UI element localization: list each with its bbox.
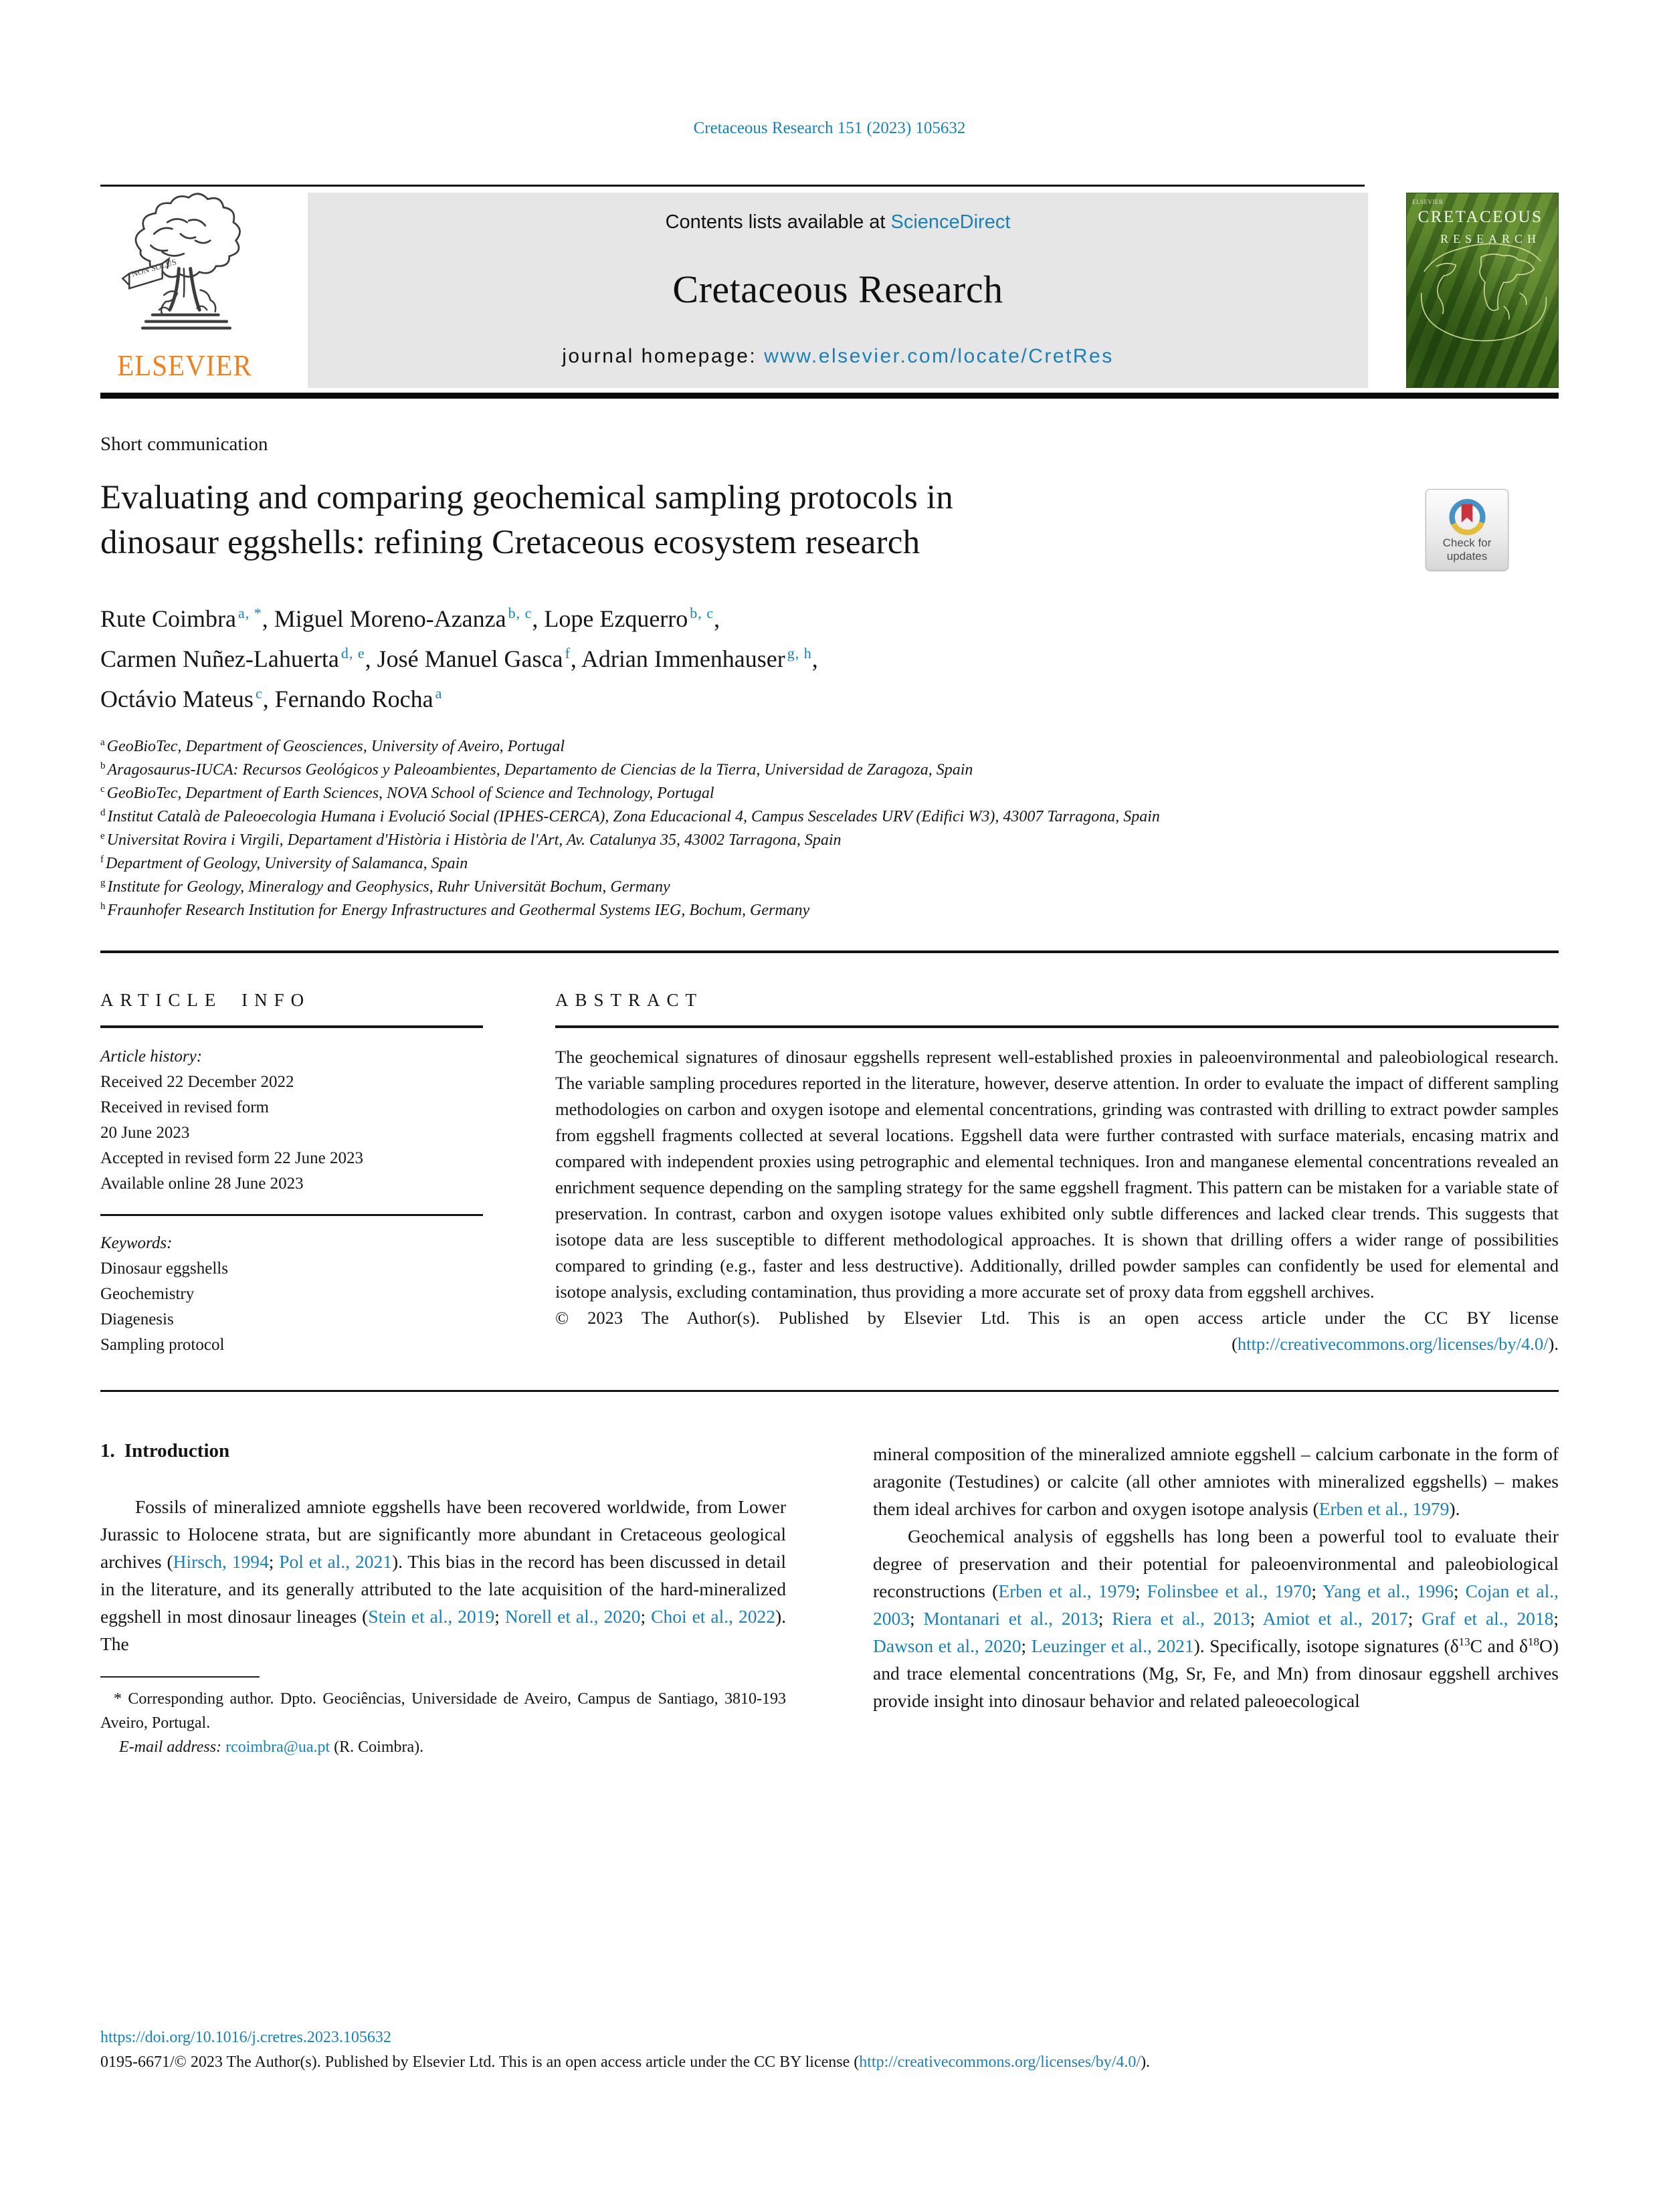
right-column xyxy=(873,1440,1559,1714)
article-info-column xyxy=(100,990,483,1358)
article-history-label: Article history: xyxy=(100,1047,203,1066)
article-type-label: Short communication xyxy=(100,433,268,455)
inline-link[interactable]: Folinsbee et al., 1970 xyxy=(1147,1581,1312,1601)
journal-citation-link[interactable]: Cretaceous Research 151 (2023) 105632 xyxy=(693,119,966,137)
affiliation-list xyxy=(100,735,1559,922)
author: Miguel Moreno-Azanza $^{b, c}$, xyxy=(274,605,545,632)
inline-link[interactable]: Hirsch, 1994 xyxy=(173,1551,269,1572)
journal-banner xyxy=(308,193,1368,388)
abstract-license-url-line: (http://creativecommons.org/licenses/by/4.0/). xyxy=(1232,1334,1559,1354)
author-affiliation-sup[interactable]: a, * xyxy=(237,605,262,621)
section-heading-introduction: 1. Introduction xyxy=(100,1440,230,1462)
abstract-text: The geochemical signatures of dinosaur eggshells represent well-established proxies in paleoenvironmental and paleobiological research. The variable sampling procedures reported in the literature, however, deserve attention. In order to evaluate the impact of different sampling methodologies on carbon and oxygen isotope and elemental concentrations, grinding was contrasted with drilling to extract powder samples from eggshell fragments collected at several locations. Eggshell data were further contrasted with surface materials, encasing matrix and compared with independent proxies using petrographic and elemental techniques. Iron and manganese elemental concentrations revealed an enrichment sequence depending on the sampling strategy for the same eggshell fragment. This pattern can be mistaken for a variable state of preservation. In contrast, carbon and oxygen isotope values exhibited only subtle differences and lacked clear trends. This suggests that isotope data are less susceptible to different methodological approaches. It is shown that drilling offers a wider range of possibilities compared to grinding (e.g., faster and less destructive). Additionally, drilled powder samples can confidently be used for elemental and isotope analysis, excluding contamination, thus providing a more accurate set of proxy data from eggshell archives. xyxy=(555,1047,1559,1302)
inline-link[interactable]: Stein et al., 2019 xyxy=(368,1606,495,1627)
keyword: Diagenesis xyxy=(100,1310,174,1328)
elsevier-wordmark: ELSEVIER xyxy=(117,348,252,382)
author-affiliation-sup[interactable]: a xyxy=(435,685,443,702)
affiliation: $^d$ Institut Català de Paleoecologia Humana i Evolució Social (IPHES-CERCA), Zona Educacional 4, Campus Sescelades URV (Edifici W3), 43007 Tarragona, Spain xyxy=(100,807,1160,825)
affiliation: $^g$ Institute for Geology, Mineralogy and Geophysics, Ruhr Universität Bochum, Germany xyxy=(100,878,670,896)
author-affiliation-sup[interactable]: g, h xyxy=(787,645,812,662)
intro-paragraph-left: Fossils of mineralized amniote eggshells have been recovered worldwide, from Lower Jurassic to Holocene strata, but are significantly more abundant in Cretaceous geological archives (Hirsch, 1994; Pol et al., 2021). This bias in the record has been discussed in detail in the literature, and its generally attributed to the late acquisition of the hard-mineralized eggshell in most dinosaur lineages (Stein et al., 2019; Norell et al., 2020; Choi et al., 2022). The xyxy=(100,1496,787,1654)
elsevier-logo[interactable] xyxy=(100,193,269,388)
history-line: Accepted in revised form 22 June 2023 xyxy=(100,1149,363,1167)
inline-link[interactable]: Cojan et al., 2003 xyxy=(873,1581,1559,1629)
article-info-heading: ARTICLE INFO xyxy=(100,990,311,1010)
inline-link[interactable]: Choi et al., 2022 xyxy=(651,1606,775,1627)
affiliation: $^c$ GeoBioTec, Department of Earth Sciences, NOVA School of Science and Technology, Portugal xyxy=(100,784,714,802)
page-footer xyxy=(100,2025,1559,2075)
author: Octávio Mateus $^c$, xyxy=(100,685,275,712)
keywords-divider-rule xyxy=(100,1214,483,1216)
cover-title-line2: RESEARCH xyxy=(1440,232,1541,245)
inline-link[interactable]: Amiot et al., 2017 xyxy=(1262,1608,1408,1629)
abstract-heading: ABSTRACT xyxy=(555,990,704,1010)
cover-publisher-label: ELSEVIER xyxy=(1412,199,1444,205)
keyword: Geochemistry xyxy=(100,1285,195,1303)
keywords-label: Keywords: xyxy=(100,1234,173,1252)
affiliation: $^f$ Department of Geology, University of Salamanca, Spain xyxy=(100,854,468,872)
check-for-updates-label: Check for updates xyxy=(1442,536,1492,563)
inline-link[interactable]: Leuzinger et al., 2021 xyxy=(1031,1635,1194,1656)
abstract-bottom-rule xyxy=(100,1390,1559,1392)
check-for-updates-icon xyxy=(1445,495,1489,536)
keyword: Dinosaur eggshells xyxy=(100,1260,228,1278)
footnote-email-line: E-mail address: rcoimbra@ua.pt (R. Coimbra). xyxy=(119,1738,424,1756)
affiliation: $^h$ Fraunhofer Research Institution for Energy Infrastructures and Geothermal Systems IEG, Bochum, Germany xyxy=(100,901,810,919)
affiliation: $^b$ Aragosaurus-IUCA: Recursos Geológicos y Paleoambientes, Departamento de Ciencias de la Tierra, Universidad de Zaragoza, Spain xyxy=(100,761,973,779)
cover-title-line1: CRETACEOUS xyxy=(1418,208,1543,226)
author: José Manuel Gasca $^f$, xyxy=(377,645,581,672)
footer-license-link[interactable]: http://creativecommons.org/licenses/by/4.0/ xyxy=(859,2053,1141,2071)
author-affiliation-sup[interactable]: c xyxy=(255,685,263,702)
author: Carmen Nuñez-Lahuerta $^{d, e}$, xyxy=(100,645,377,672)
history-line: Received 22 December 2022 xyxy=(100,1073,294,1091)
inline-link[interactable]: Dawson et al., 2020 xyxy=(873,1635,1021,1656)
homepage-label: journal homepage: xyxy=(562,345,757,367)
journal-masthead xyxy=(100,193,1559,388)
keyword: Sampling protocol xyxy=(100,1336,225,1354)
article-info-heading-rule xyxy=(100,1025,483,1028)
inline-link[interactable]: Riera et al., 2013 xyxy=(1112,1608,1250,1629)
author-affiliation-sup[interactable]: b, c xyxy=(508,605,532,621)
footnote-line1: * Corresponding author. Dpto. Geociências, Universidade de Aveiro, Campus de Santiago, 3810-193 Aveiro, Portugal. xyxy=(100,1690,786,1732)
author: Adrian Immenhauser $^{g, h}$, xyxy=(581,645,818,672)
article-title xyxy=(100,476,1325,565)
author: Rute Coimbra $^{a, *}$, xyxy=(100,605,274,632)
inline-link[interactable]: rcoimbra@ua.pt xyxy=(225,1738,330,1756)
inline-link[interactable]: Yang et al., 1996 xyxy=(1323,1581,1454,1601)
left-column xyxy=(100,1440,786,1759)
inline-link[interactable]: Norell et al., 2020 xyxy=(504,1606,641,1627)
author-list xyxy=(100,599,1559,719)
inline-link[interactable]: Graf et al., 2018 xyxy=(1422,1608,1554,1629)
homepage-line xyxy=(562,345,1114,368)
sciencedirect-link[interactable]: ScienceDirect xyxy=(890,211,1011,233)
author-affiliation-sup[interactable]: d, e xyxy=(340,645,365,662)
info-top-rule xyxy=(100,950,1559,953)
author-line-3 xyxy=(100,679,1559,719)
cc-by-license-link[interactable]: http://creativecommons.org/licenses/by/4.0/ xyxy=(1237,1334,1549,1354)
masthead-bottom-rule xyxy=(100,393,1559,399)
abstract-heading-rule xyxy=(555,1025,1559,1028)
corresponding-author-footnote xyxy=(100,1687,786,1759)
journal-homepage-link[interactable]: www.elsevier.com/locate/CretRes xyxy=(764,345,1114,367)
history-line: 20 June 2023 xyxy=(100,1124,190,1142)
author: Fernando Rocha $^a$ xyxy=(274,685,443,712)
affiliation: $^a$ GeoBioTec, Department of Geosciences, University of Aveiro, Portugal xyxy=(100,737,565,755)
top-hairline xyxy=(100,185,1365,187)
inline-link[interactable]: Montanari et al., 2013 xyxy=(923,1608,1098,1629)
article-title-line2: dinosaur eggshells: refining Cretaceous ecosystem research xyxy=(100,524,920,561)
issn-copyright-line: 0195-6671/© 2023 The Author(s). Published by Elsevier Ltd. This is an open access article under the CC BY license (http://creativecommons.org/licenses/by/4.0/). xyxy=(100,2053,1151,2071)
inline-link[interactable]: Erben et al., 1979 xyxy=(998,1581,1135,1601)
journal-cover-thumbnail[interactable] xyxy=(1406,193,1559,388)
inline-link[interactable]: Erben et al., 1979 xyxy=(1319,1498,1450,1519)
intro-paragraph-right-1: mineral composition of the mineralized amniote eggshell – calcium carbonate in the form of aragonite (Testudines) or calcite (all other amniotes with mineralized eggshells) – makes them ideal archives for carbon and oxygen isotope analysis (Erben et al., 1979). xyxy=(873,1443,1559,1519)
contents-line xyxy=(666,211,1011,233)
author-affiliation-sup[interactable]: f xyxy=(565,645,571,662)
inline-link[interactable]: Pol et al., 2021 xyxy=(279,1551,392,1572)
journal-title: Cretaceous Research xyxy=(672,268,1003,311)
abstract-column xyxy=(555,990,1559,1358)
author: Lope Ezquerro $^{b, c}$, xyxy=(544,605,720,632)
author-line-1 xyxy=(100,599,1559,639)
footnote-divider xyxy=(100,1676,260,1678)
abstract-license-line: © 2023 The Author(s). Published by Elsevier Ltd. This is an open access article under the CC BY license xyxy=(555,1308,1559,1328)
contents-prefix: Contents lists available at xyxy=(665,211,886,233)
history-line: Received in revised form xyxy=(100,1098,269,1116)
elsevier-tree-icon xyxy=(114,193,255,348)
article-title-line1: Evaluating and comparing geochemical sampling protocols in xyxy=(100,479,953,516)
intro-paragraph-right-2: Geochemical analysis of eggshells has long been a powerful tool to evaluate their degree of preservation and their potential for paleoenvironmental and paleobiological reconstructions (Erben et al., 1979; Folinsbee et al., 1970; Yang et al., 1996; Cojan et al., 2003; Montanari et al., 2013; Riera et al., 2013; Amiot et al., 2017; Graf et al., 2018; Dawson et al., 2020; Leuzinger et al., 2021). Specifically, isotope signatures ($\delta^{13}C$ and $\delta^{18}O$) and trace elemental concentrations (Mg, Sr, Fe, and Mn) from dinosaur eggshell archives provide insight into dinosaur behavior and related paleoecological xyxy=(873,1526,1559,1711)
author-affiliation-sup[interactable]: b, c xyxy=(690,605,714,621)
doi-link[interactable]: https://doi.org/10.1016/j.cretres.2023.105632 xyxy=(100,2029,391,2046)
check-for-updates-badge[interactable] xyxy=(1426,489,1508,571)
author-line-2 xyxy=(100,639,1559,679)
affiliation: $^e$ Universitat Rovira i Virgili, Departament d'Història i Història de l'Art, Av. Catalunya 35, 43002 Tarragona, Spain xyxy=(100,831,842,849)
history-line: Available online 28 June 2023 xyxy=(100,1175,304,1193)
non-solus-banner-text: NON SOLUS xyxy=(130,257,178,279)
